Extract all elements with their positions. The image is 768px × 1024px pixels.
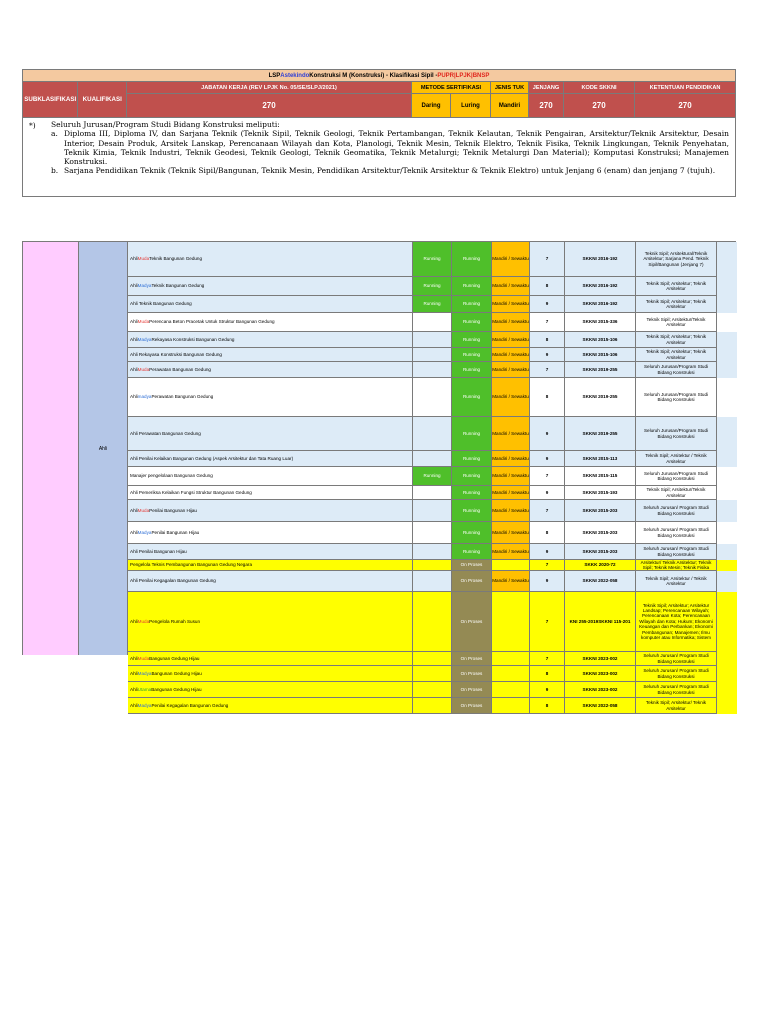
jabatan-name-cell [128,378,413,417]
jenjang-value: 9 [530,544,565,560]
jabatan-level: Muda [137,507,150,513]
daring-status [413,522,452,544]
jabatan-name-cell [128,652,413,666]
jabatan-level: Madya [137,529,152,535]
kode-skkni: SKKNI 2015-106 [565,332,636,348]
table-row [128,277,737,296]
kode-skkni: SKKNI 2016-192 [565,296,636,313]
jenjang-value: 7 [530,592,565,652]
jenis-tuk: Mandiri / Sewaktu [492,277,530,296]
ketentuan-pendidikan: Teknik Sipil; Arsitektur; Teknik Arsitektur [636,277,717,296]
kode-skkni: SKKNI 2015-115 [565,467,636,486]
jabatan-name: Ahli [130,702,138,708]
education-note [22,118,736,197]
jenjang-value: 9 [530,682,565,698]
jenjang-value: 7 [530,362,565,378]
luring-status: Running [452,451,492,467]
ketentuan-pendidikan: Teknik Sipil; Arsitektur; Arsitektur Landsap; Perencanaan Wilayah; Perencanaan Kota; Perencanaan Wilayah dan Kota; Hukum; Ekonomi Keuangan dan Perbankan; Ekonomi Pembangunan; Manajemen; Ilmu komputer atau Informatika; Sistem [636,592,717,652]
jabatan-name: Ahli Rekayasa Konstruksi Bangunan Gedung [130,351,222,357]
table-row [128,522,737,544]
kode-skkni: SKKNI 2019-255 [565,378,636,417]
jenis-tuk [492,592,530,652]
ketentuan-pendidikan: Teknik Sipil; Arsitektur/Teknik Arsitektur [636,486,717,500]
jabatan-name-cell [128,362,413,378]
header-metode: METODE SERTIFIKASI [412,82,491,94]
daring-status [413,698,452,714]
kode-skkni: SKKNI 2022-058 [565,698,636,714]
jabatan-name-rest: Penilai Kegagalan Bangunan Gedung [151,702,229,708]
jabatan-name-cell [128,332,413,348]
jabatan-level: Madya [137,336,152,342]
jabatan-name-cell [128,544,413,560]
jenis-tuk: Mandiri / Sewaktu [492,451,530,467]
jabatan-level: Muda [137,319,150,325]
ketentuan-pendidikan: Teknik Sipil; Arsitektur; Teknik Arsitektur [636,332,717,348]
note-intro: Seluruh Jurusan/Program Studi Bidang Konstruksi meliputi: [51,120,280,129]
jenjang-value: 7 [530,652,565,666]
table-row [128,666,737,682]
sheet-title [22,69,736,82]
luring-status: Running [452,277,492,296]
daring-status: Running [413,296,452,313]
ketentuan-pendidikan: Seluruh Jurusan/ Program Studi Bidang Konstruksi [636,682,717,698]
jabatan-name: Ahli [130,336,138,342]
jenjang-value: 8 [530,277,565,296]
table-row [128,652,737,666]
jabatan-level: Muda [137,618,150,624]
kode-skkni: SKKNI 2016-192 [565,277,636,296]
header-jenis-tuk: JENIS TUK [491,82,529,94]
note-asterisk: *) [29,121,36,130]
jabatan-name-rest: Bangunan Gedung Hijau [151,686,202,692]
jenis-tuk: Mandiri / Sewaktu [492,313,530,332]
jabatan-name: Ahli [130,529,138,535]
jabatan-level: Madya [137,283,152,289]
luring-status: Running [452,242,492,277]
jabatan-level: Muda [137,655,150,661]
jabatan-name-cell [128,698,413,714]
table-row [128,242,737,277]
header-kode: KODE SKKNI [564,82,635,94]
luring-status: Running [452,296,492,313]
daring-status [413,544,452,560]
luring-status: Running [452,500,492,522]
title-prefix: LSP [268,72,281,79]
daring-status [413,332,452,348]
daring-status [413,571,452,592]
jabatan-level: Madya [137,670,152,676]
table-row [128,571,737,592]
jabatan-name-cell [128,313,413,332]
table-row [128,362,737,378]
jabatan-level: madya [137,394,152,400]
jenjang-value: 9 [530,348,565,362]
ketentuan-pendidikan: Teknik Sipil; Arsitektur / Teknik Arsitektur [636,571,717,592]
kode-skkni: SKKNI 2016-192 [565,242,636,277]
jabatan-level: Madya [137,702,152,708]
jabatan-name-cell [128,522,413,544]
note-b-text: Sarjana Pendidikan Teknik (Teknik Sipil/Bangunan, Teknik Mesin, Pendidikan Arsitektur/Teknik Arsitektur & Teknik Elektro) untuk Jenjang 6 (enam) dan jenjang 7 (tujuh). [64,166,716,176]
jabatan-name-rest: Rekayasa Konstruksi Bangunan Gedung [151,336,235,342]
daring-status [413,592,452,652]
table-row [128,467,737,486]
jabatan-name-cell [128,592,413,652]
daring-status [413,417,452,451]
jabatan-name: Ahli Pemeriksa Kelaikan Fungsi Struktur Bangunan Gedung [130,489,252,495]
ketentuan-pendidikan: Seluruh Jurusan/Program Studi Bidang Konstruksi [636,378,717,417]
luring-status: On Proses [452,560,492,571]
header-ketentuan: KETENTUAN PENDIDIKAN [635,82,736,94]
jenjang-value: 8 [530,666,565,682]
jenjang-value: 9 [530,571,565,592]
jabatan-name-rest: Teknik Bangunan Gedung [149,256,203,262]
jenjang-value: 8 [530,522,565,544]
jabatan-name: Pengelola Teknis Pembangunan Bangunan Gedung Negara [130,562,252,568]
kode-skkni: SKKNI 2023-002 [565,682,636,698]
spreadsheet [22,69,736,711]
luring-status: Running [452,332,492,348]
jenis-tuk: Mandiri / Sewaktu [492,242,530,277]
jenis-tuk: Mandiri / Sewaktu [492,378,530,417]
header-kualifikasi: KUALIFIKASI [78,82,127,118]
luring-status: Running [452,467,492,486]
jabatan-name-cell [128,666,413,682]
jenjang-value: 9 [530,296,565,313]
luring-status: On Proses [452,666,492,682]
daring-status [413,500,452,522]
kode-skkni: SKKK 2020-72 [565,560,636,571]
daring-status [413,682,452,698]
jenjang-value: 9 [530,451,565,467]
jabatan-name: Ahli Penilai Bangunan Hijau [130,548,187,554]
table-row [128,544,737,560]
kode-skkni: SKKNI 2015-203 [565,500,636,522]
jenis-tuk: Mandiri / Sewaktu [492,296,530,313]
luring-status: On Proses [452,682,492,698]
jenjang-value: 7 [530,560,565,571]
note-b-label: b. [51,166,59,176]
table-row [128,698,737,714]
title-middle: Konstruksi M (Konstruksi) - Klasifikasi Sipil - [309,72,438,79]
jabatan-name-rest: Perawatan Bangunan Gedung [149,366,211,372]
jabatan-name-cell [128,277,413,296]
jabatan-name: Manajer pengelolaan Bangunan Gedung [130,473,213,479]
luring-status: On Proses [452,652,492,666]
luring-status: Running [452,522,492,544]
jabatan-name-rest: Bangunan Gedung Hijau [149,655,200,661]
header-jabatan: JABATAN KERJA (REV LPJK No. 05/SE/SLPJ/2021) [127,82,412,94]
jenis-tuk [492,666,530,682]
ketentuan-pendidikan: Seluruh Jurusan/ Program Studi Bidang Konstruksi [636,544,717,560]
jabatan-name-cell [128,242,413,277]
jabatan-name: Ahli Perawatan Bangunan Gedung [130,430,201,436]
ketentuan-pendidikan: Seluruh Jurusan/Program Studi Bidang Konstruksi [636,417,717,451]
ketentuan-pendidikan: Seluruh Jurusan/Program Studi Bidang Konstruksi [636,467,717,486]
jabatan-name: Ahli [130,366,138,372]
subklasifikasi-cell [23,242,79,655]
jabatan-name-cell [128,500,413,522]
jenis-tuk: Mandiri / Sewaktu [492,332,530,348]
jabatan-name-rest: Perencana Beton Pracetak Untuk Struktur Bangunan Gedung [149,319,275,325]
daring-status: Running [413,277,452,296]
jabatan-level: Muda [137,256,150,262]
luring-status: On Proses [452,698,492,714]
jenis-tuk: Mandiri / Sewaktu [492,362,530,378]
jenjang-value: 9 [530,486,565,500]
daring-status [413,486,452,500]
table-row [128,296,737,313]
daring-status [413,378,452,417]
jabatan-name-cell [128,560,413,571]
jabatan-name-cell [128,451,413,467]
jenis-tuk [492,682,530,698]
jabatan-name: Ahli [130,686,138,692]
header-mandiri: Mandiri [491,94,529,118]
jenis-tuk [492,698,530,714]
jenis-tuk: Mandiri / Sewaktu [492,571,530,592]
jabatan-name-cell [128,296,413,313]
ketentuan-pendidikan: Arsitektur/ Teknik Arsitektur; Teknik Sipil; Teknik Mesin; Teknik Fisika [636,560,717,571]
jenis-tuk: Mandiri / Sewaktu [492,486,530,500]
jenis-tuk: Mandiri / Sewaktu [492,467,530,486]
luring-status: Running [452,417,492,451]
note-a-text: Diploma III, Diploma IV, dan Sarjana Teknik (Teknik Sipil, Teknik Geologi, Teknik Pertambangan, Teknik Kelautan, Teknik Pengairan, Arsitektur/Teknik Arsitektur, Desain Interior, Desain Produk, Arsitek Lanskap, Perencanaan Wilayah dan Kota, Planologi, Teknik Mesin, Teknik Elektro, Teknik Fisika, Teknik Lingkungan, Teknik Penyehatan, Teknik Kimia, Teknik Industri, Teknik Geodesi, Teknik Geologi, Teknik Geomatika, Teknik Metalurgi; Teknik Metalurgi Dan Material); Komputasi Konstruksi; Manajemen Konstruksi. [64,129,729,167]
ketentuan-pendidikan: Seluruh Jurusan/ Program Studi Bidang Konstruksi [636,666,717,682]
luring-status: Running [452,313,492,332]
kode-skkni: SKKNI 2015-193 [565,486,636,500]
luring-status: On Proses [452,571,492,592]
jabatan-name-rest: Penilai Bangunan Hijau [151,529,200,535]
jabatan-name-rest: Bangunan Gedung Hijau [151,670,202,676]
header-daring: Daring [412,94,451,118]
kode-skkni: SKKNI 2023-002 [565,652,636,666]
kode-skkni: SKKNI 2015-203 [565,544,636,560]
daring-status [413,451,452,467]
kode-skkni: SKKNI 2015-203 [565,522,636,544]
jenjang-value: 7 [530,313,565,332]
jabatan-name: Ahli [130,256,138,262]
jenjang-value: 8 [530,332,565,348]
header-jenjang: JENJANG [529,82,564,94]
jabatan-name: Ahli [130,507,138,513]
jenjang-value: 7 [530,467,565,486]
ketentuan-pendidikan: Seluruh Jurusan/Program Studi Bidang Konstruksi [636,362,717,378]
count-jenjang: 270 [529,94,564,118]
jabatan-name-rest: Perawatan Bangunan Gedung [151,394,214,400]
kode-skkni: SKKNI 2023-002 [565,666,636,682]
jabatan-name: Ahli [130,283,138,289]
jenis-tuk: Mandiri / Sewaktu [492,522,530,544]
header-subklasifikasi: SUBKLASIFIKASI [23,82,78,118]
title-suffix: PUPR|LPJK|BNSP [437,72,490,79]
table-row [128,348,737,362]
jabatan-table [22,241,736,711]
count-ketentuan: 270 [635,94,736,118]
luring-status: Running [452,486,492,500]
jenjang-value: 7 [530,242,565,277]
daring-status [413,666,452,682]
jabatan-name-cell [128,348,413,362]
ketentuan-pendidikan: Teknik Sipil; Arsitektur; Teknik Arsitektur [636,348,717,362]
jenjang-value: 7 [530,500,565,522]
jabatan-name-rest: Penilai Bangunan Hijau [149,507,197,513]
jenis-tuk [492,560,530,571]
jabatan-name: Ahli [130,394,138,400]
table-row [128,332,737,348]
jenjang-value: 8 [530,378,565,417]
jabatan-name: Ahli [130,670,138,676]
jabatan-name: Ahli [130,319,138,325]
ketentuan-pendidikan: Teknik Sipil; Arsitektural/Teknik Arsitektur; Sarjana Pend. Teknik Sipil/Bangunan (Jenjang 7) [636,242,717,277]
jabatan-name-cell [128,486,413,500]
jabatan-name-rest: Teknik Bangunan Gedung [151,283,205,289]
kode-skkni: SKKNI 2019-255 [565,417,636,451]
luring-status: On Proses [452,592,492,652]
ketentuan-pendidikan: Teknik Sipil; Arsitektur/Teknik Arsitektur [636,313,717,332]
jabatan-name: Ahli Penilai Kelaikan Bangunan Gedung (Aspek Arsitektur dan Tata Ruang Luar) [130,455,294,461]
table-row [128,560,737,571]
table-row [128,500,737,522]
luring-status: Running [452,378,492,417]
table-row [128,486,737,500]
jenis-tuk: Mandiri / Sewaktu [492,544,530,560]
luring-status: Running [452,348,492,362]
ketentuan-pendidikan: Seluruh Jurusan/ Program Studi Bidang Konstruksi [636,652,717,666]
header-luring: Luring [451,94,491,118]
jabatan-name: Ahli [130,618,138,624]
table-row [128,378,737,417]
jenjang-value: 9 [530,417,565,451]
jabatan-level: Utama [137,686,152,692]
luring-status: Running [452,544,492,560]
jabatan-name: Ahli Teknik Bangunan Gedung [130,301,192,307]
count-kode: 270 [564,94,635,118]
jabatan-name-cell [128,682,413,698]
table-row [128,592,737,652]
jabatan-level: Muda [137,366,150,372]
kualifikasi-cell: Ahli [79,242,128,655]
jabatan-name-cell [128,467,413,486]
jenis-tuk [492,652,530,666]
jabatan-name-cell [128,571,413,592]
luring-status: Running [452,362,492,378]
table-row [128,417,737,451]
daring-status [413,652,452,666]
kode-skkni: SKKNI 2015-336 [565,313,636,332]
ketentuan-pendidikan: Seluruh Jurusan/ Program Studi Bidang Konstruksi [636,522,717,544]
jabatan-name-rest: Pengelola Rumah Susun [149,618,200,624]
ketentuan-pendidikan: Seluruh Jurusan/ Program Studi Bidang Konstruksi [636,500,717,522]
table-body [128,242,737,714]
daring-status: Running [413,242,452,277]
jenjang-value: 8 [530,698,565,714]
kode-skkni: SKKNI 2015-106 [565,348,636,362]
jenis-tuk: Mandiri / Sewaktu [492,348,530,362]
daring-status [413,560,452,571]
table-row [128,451,737,467]
jabatan-name: Ahli [130,655,138,661]
kode-skkni: SKKNI 2022-058 [565,571,636,592]
ketentuan-pendidikan: Teknik Sipil; Arsitektur / Teknik Arsitektur [636,451,717,467]
ketentuan-pendidikan: Teknik Sipil; Arsitektur; Teknik Arsitektur [636,296,717,313]
kode-skkni: KNI 255-2019SKKNI 115-201 [565,592,636,652]
jenis-tuk: Mandiri / Sewaktu [492,417,530,451]
table-row [128,313,737,332]
daring-status [413,348,452,362]
ketentuan-pendidikan: Teknik Sipil; Arsitektur/ Teknik Arsitektur [636,698,717,714]
daring-status [413,362,452,378]
kode-skkni: SKKNI 2019-255 [565,362,636,378]
jabatan-name: Ahli Penilai Kegagalan Bangunan Gedung [130,578,216,584]
daring-status: Running [413,467,452,486]
jenis-tuk: Mandiri / Sewaktu [492,500,530,522]
title-brand: Astekindo [280,72,310,79]
table-row [128,682,737,698]
note-a-label: a. [51,129,58,139]
kode-skkni: SKKNI 2015-113 [565,451,636,467]
jabatan-name-cell [128,417,413,451]
count-jabatan: 270 [127,94,412,118]
daring-status [413,313,452,332]
